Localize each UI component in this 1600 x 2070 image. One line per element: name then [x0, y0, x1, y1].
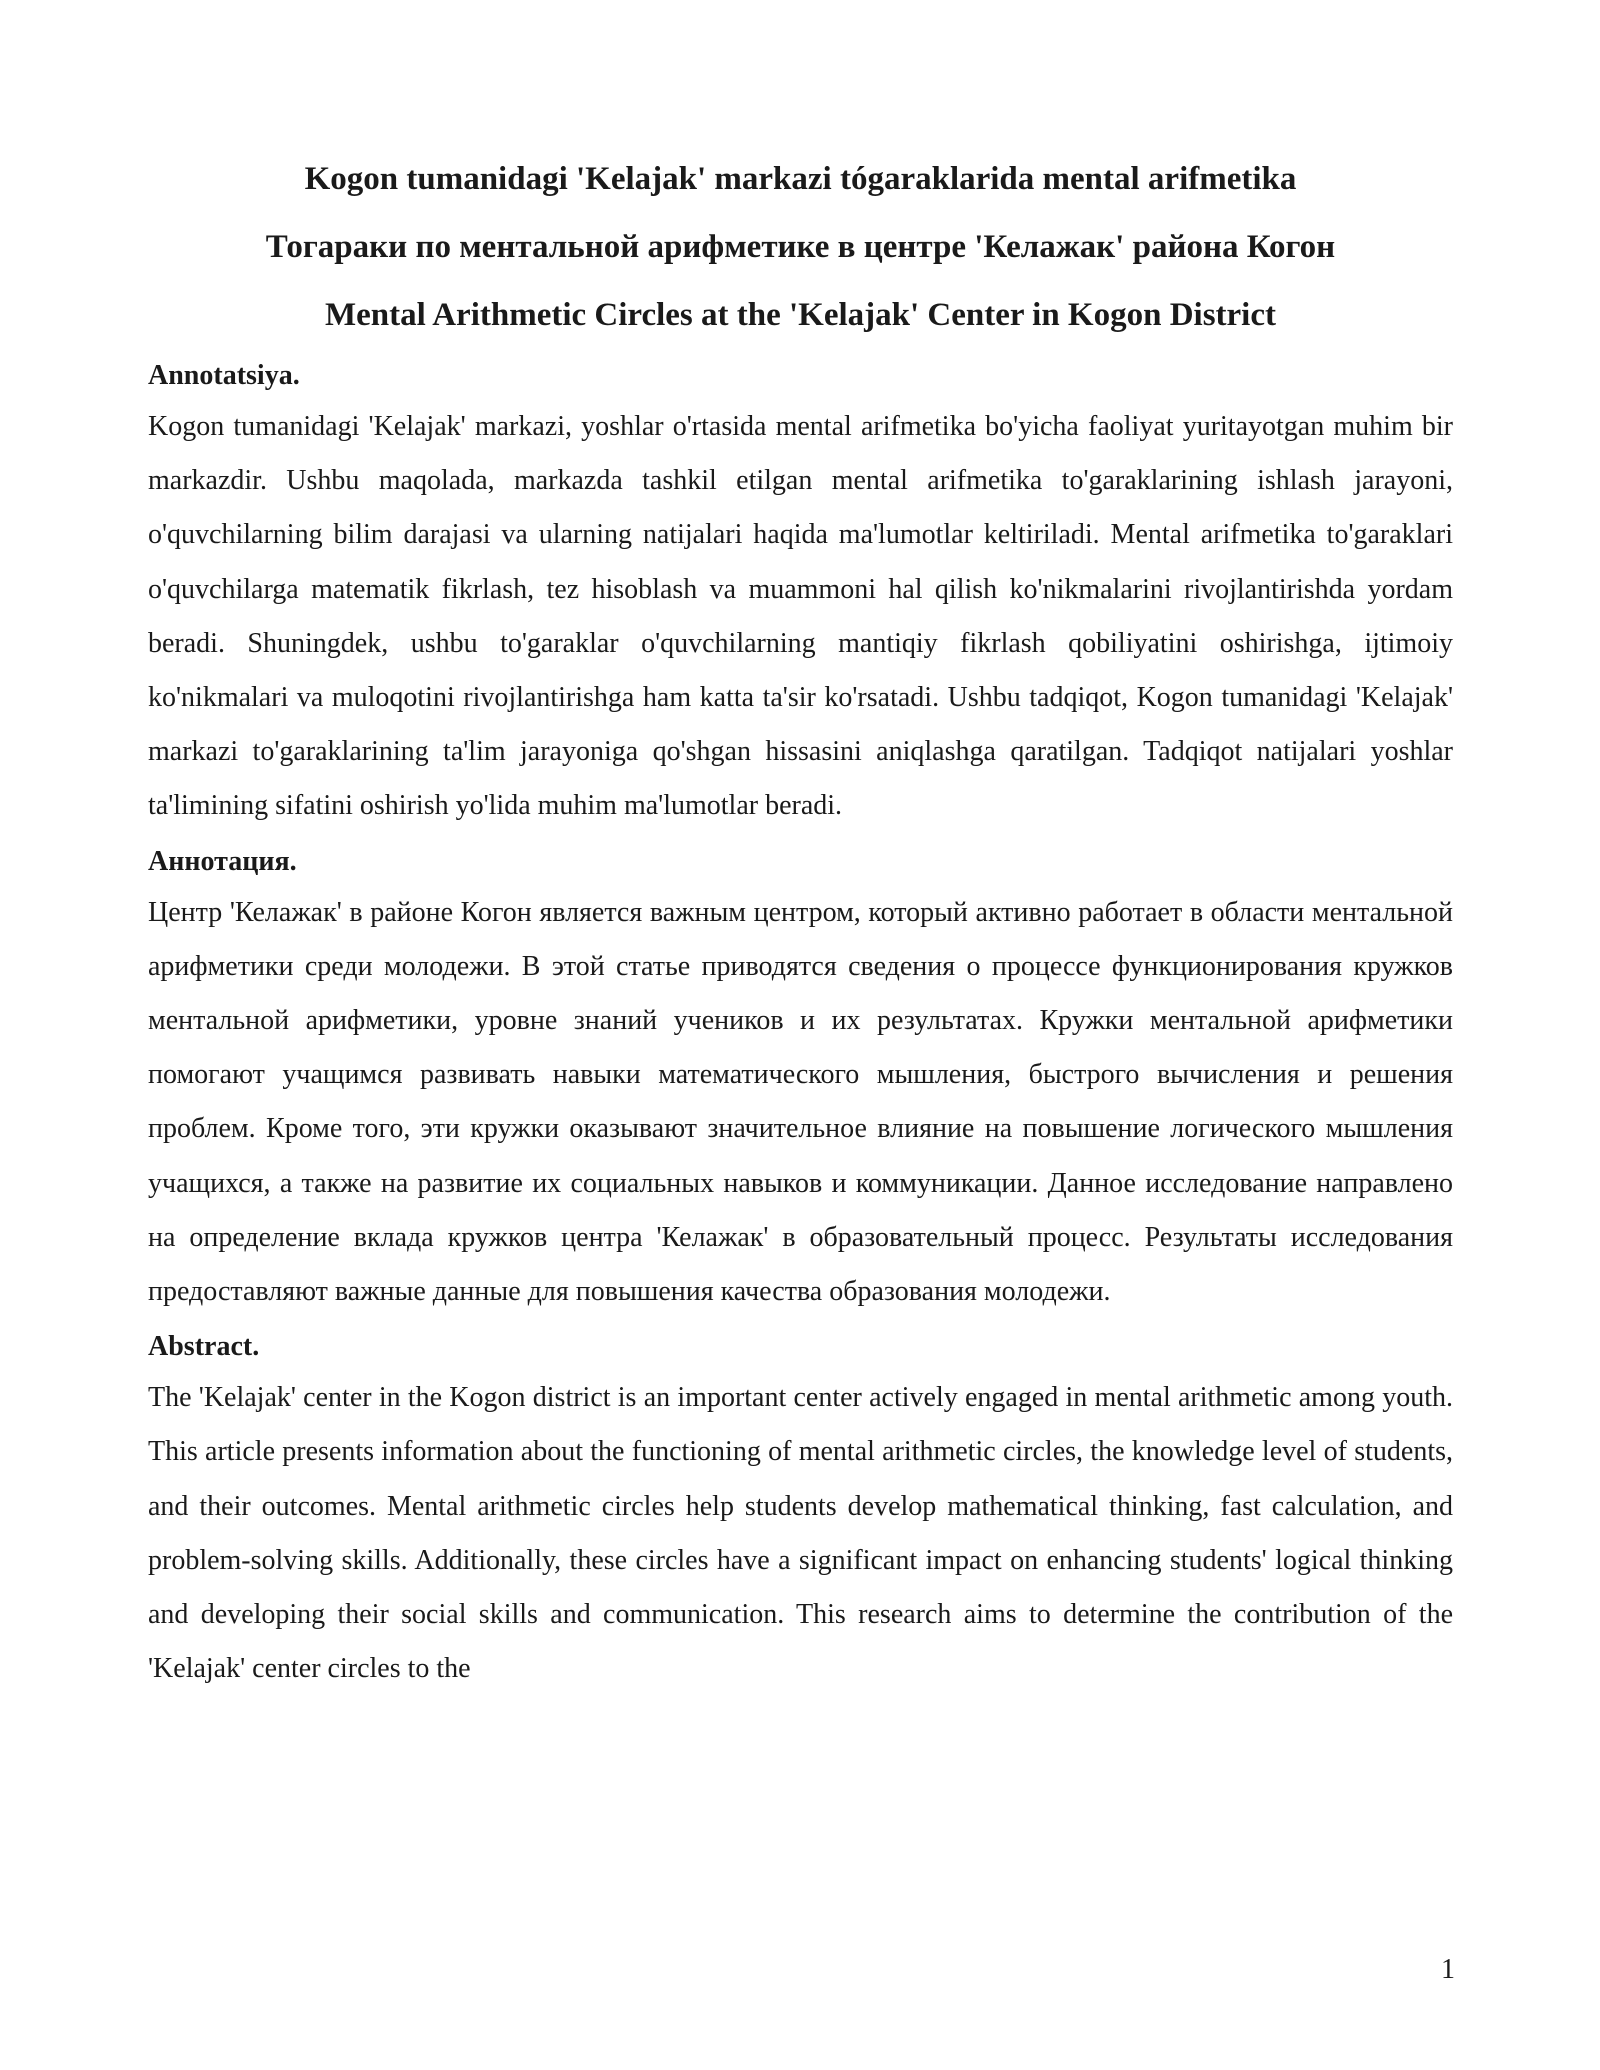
paragraph-russian-annotation: Центр 'Келажак' в районе Когон является важным центром, который активно работает в области ментальной арифметики среди молодежи. В этой статье приводятся сведения о процессе функционирования кружков ментальной арифметики, уровне знаний учеников и их результатах. Кружки ментальной арифметики помогают учащимся развивать навыки математического мышления, быстрого вычисления и решения проблем. Кроме того, эти кружки оказывают значительное влияние на повышение логического мышления учащихся, а также на развитие их социальных навыков и коммуникации. Данное исследование направлено на определение вклада кружков центра 'Келажак' в образовательный процесс. Результаты исследования предоставляют важные данные для повышения качества образования молодежи. [148, 896, 1453, 1308]
heading-english-abstract: Abstract. [148, 1331, 260, 1363]
page-number: 1 [1441, 1954, 1455, 1985]
title-block [148, 145, 1453, 349]
paragraph-english-abstract: The 'Kelajak' center in the Kogon district is an important center actively engaged in mental arithmetic among youth. This article presents information about the functioning of mental arithmetic circles, the knowledge level of students, and their outcomes. Mental arithmetic circles help students develop mathematical thinking, fast calculation, and problem-solving skills. Additionally, these circles have a significant impact on enhancing students' logical thinking and developing their social skills and communication. This research aims to determine the contribution of the 'Kelajak' center circles to the [148, 1382, 1453, 1685]
title-uzbek: Kogon tumanidagi 'Kelajak' markazi tógaraklarida mental arifmetika [304, 161, 1297, 197]
title-english: Mental Arithmetic Circles at the 'Kelajak' Center in Kogon District [324, 297, 1276, 333]
heading-uzbek-annotation: Annotatsiya. [148, 360, 300, 391]
title-russian: Тогараки по ментальной арифметике в центре 'Келажак' района Когон [265, 229, 1336, 265]
paragraph-uzbek-annotation: Kogon tumanidagi 'Kelajak' markazi, yoshlar o'rtasida mental arifmetika bo'yicha faoliyat yuritayotgan muhim bir markazdir. Ushbu maqolada, markazda tashkil etilgan mental arifmetika to'garaklarining ishlash jarayoni, o'quvchilarning bilim darajasi va ularning natijalari haqida ma'lumotlar keltiriladi. Mental arifmetika to'garaklari o'quvchilarga matematik fikrlash, tez hisoblash va muammoni hal qilish ko'nikmalarini rivojlantirishda yordam beradi. Shuningdek, ushbu to'garaklar o'quvchilarning mantiqiy fikrlash qobiliyatini oshirishga, ijtimoiy ko'nikmalari va muloqotini rivojlantirishga ham katta ta'sir ko'rsatadi. Ushbu tadqiqot, Kogon tumanidagi 'Kelajak' markazi to'garaklarining ta'lim jarayoniga qo'shgan hissasini aniqlashga qaratilgan. Tadqiqot natijalari yoshlar ta'limining sifatini oshirish yo'lida muhim ma'lumotlar beradi. [148, 411, 1453, 822]
abstracts [148, 352, 1453, 1700]
heading-russian-annotation: Аннотация. [148, 845, 297, 877]
